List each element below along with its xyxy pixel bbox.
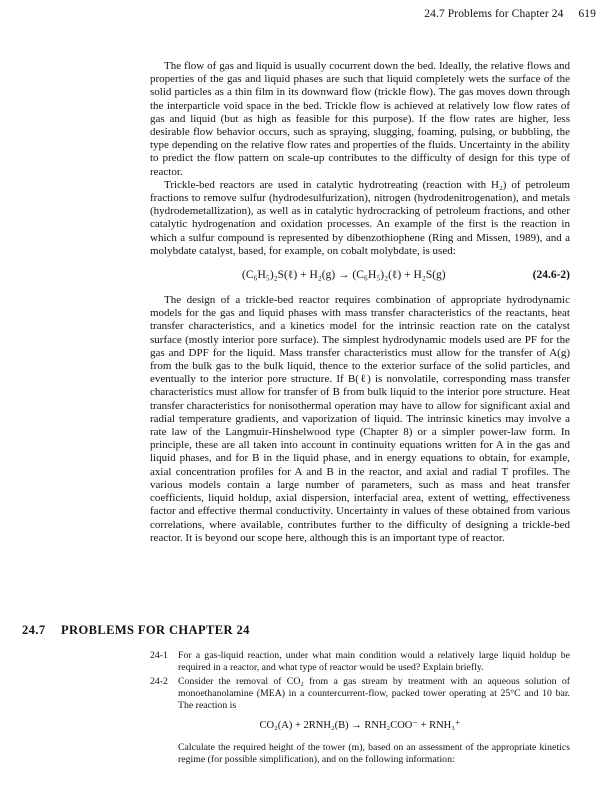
problem-list: [150, 650, 570, 766]
section-number: 24.7: [22, 623, 46, 637]
section-heading: [22, 623, 250, 638]
problem-text: For a gas-liquid reaction, under what main condition would a relatively large liquid holdup be required in a reactor, and what type of reactor would be used? Explain briefly.: [178, 650, 570, 674]
problem-equation: CO₂(A) + 2RNH₂(B) → RNH₂COO⁻ + RNH₃⁺: [259, 720, 461, 732]
body-text: [150, 60, 570, 545]
equation-number: (24.6-2): [532, 269, 570, 282]
problem-text: Consider the removal of CO₂ from a gas stream by treatment with an aqueous solution of monoethanolamine (MEA) in a countercurrent-flow, packed tower operating at 25°C and 10 bar. The reaction is: [178, 675, 570, 712]
paragraph-design: The design of a trickle-bed reactor requires combination of appropriate hydrodynamic models for the gas and liquid phases with mass transfer characteristics of the reactants, heat transfer characteristics, and a kinetics model for the intrinsic reaction rate on the catalyst surface (mostly interior pore surface). The simplest hydrodynamic models used are PF for the gas and DPF for the liquid. Mass transfer characteristics must allow for the transfer of A(g) from the bulk gas to the bulk liquid, thence to the exterior surface of the solid particles, and eventually to the interior pore structure. If B(ℓ) is nonvolatile, corresponding mass transfer characteristics must allow for transfer of B from bulk liquid to the interior pore structure. Heat transfer characteristics for nonisothermal operation may have to allow for significant axial and radial temperature gradients, and vaporization of liquid. The intrinsic kinetics may involve a rate law of the Langmuir-Hinshelwood type (Chapter 8) or a simpler power-law form. In principle, these are all taken into account in continuity equations written for A in the gas and liquid phases, and for B in the liquid phase, and in energy equations to obtain, for example, axial concentration profiles for A and B in the reactor, and axial and radial T profiles. The various models contain a large number of parameters, such as mass and heat transfer coefficients, liquid holdup, axial dispersion, interfacial area, extent of wetting, effectiveness factor and effective thermal conductivity. Uncertainty in values of these obtained from various correlations, where available, contributes further to the difficulty of designing a trickle-bed reactor. It is beyond our scope here, although this is an important type of reactor.: [150, 294, 570, 544]
problem-item: [150, 676, 570, 713]
section-title: PROBLEMS FOR CHAPTER 24: [61, 623, 250, 637]
equation-text: (C₆H₅)₂S(ℓ) + H₂(g) → (C₆H₅)₂(ℓ) + H₂S(g): [242, 269, 446, 282]
problem-tail-text: Calculate the required height of the tower (m), based on an assessment of the appropriate kinetics regime (for possible simplification), and on the following information:: [178, 741, 570, 766]
problem-number: 24-1: [150, 650, 168, 661]
paragraph-uses: Trickle-bed reactors are used in catalytic hydrotreating (reaction with H₂) of petroleum fractions to remove sulfur (hydrodesulfurization), nitrogen (hydrodenitrogenation), and metals (hydrodemetallization), as well as in catalytic hydrocracking of petroleum fractions, and other catalytic hydrogenation and oxidation processes. An example of the first is the reaction in which a sulfur compound is represented by dibenzothiophene (Ring and Missen, 1989), and a molybdate catalyst, based, for example, on cobalt molybdate, is used:: [150, 178, 570, 257]
problem-number: 24-2: [150, 675, 168, 687]
equation-24-6-2: [150, 267, 570, 285]
page-number: 619: [578, 8, 596, 20]
paragraph-flow: The flow of gas and liquid is usually cocurrent down the bed. Ideally, the relative flows and properties of the gas and liquid phases are such that liquid completely wets the surface of the solid particles as a thin film in its downward flow (trickle flow). The gas moves down through the interparticle void space in the bed. Trickle flow is achieved at relatively low flow rates of gas and liquid (but as high as feasible for this purpose). If the flow rates are higher, less desirable flow behavior occurs, such as spraying, slugging, foaming, pulsing, or bubbling, the type depending on the relative flow rates and properties of the fluids. Uncertainty in the ability to predict the flow pattern on scale-up contributes to the difficulty of design for this type of reactor.: [150, 60, 570, 178]
problem-item: [150, 650, 570, 675]
header-title: 24.7 Problems for Chapter 24: [424, 8, 564, 20]
running-header: [424, 8, 596, 20]
